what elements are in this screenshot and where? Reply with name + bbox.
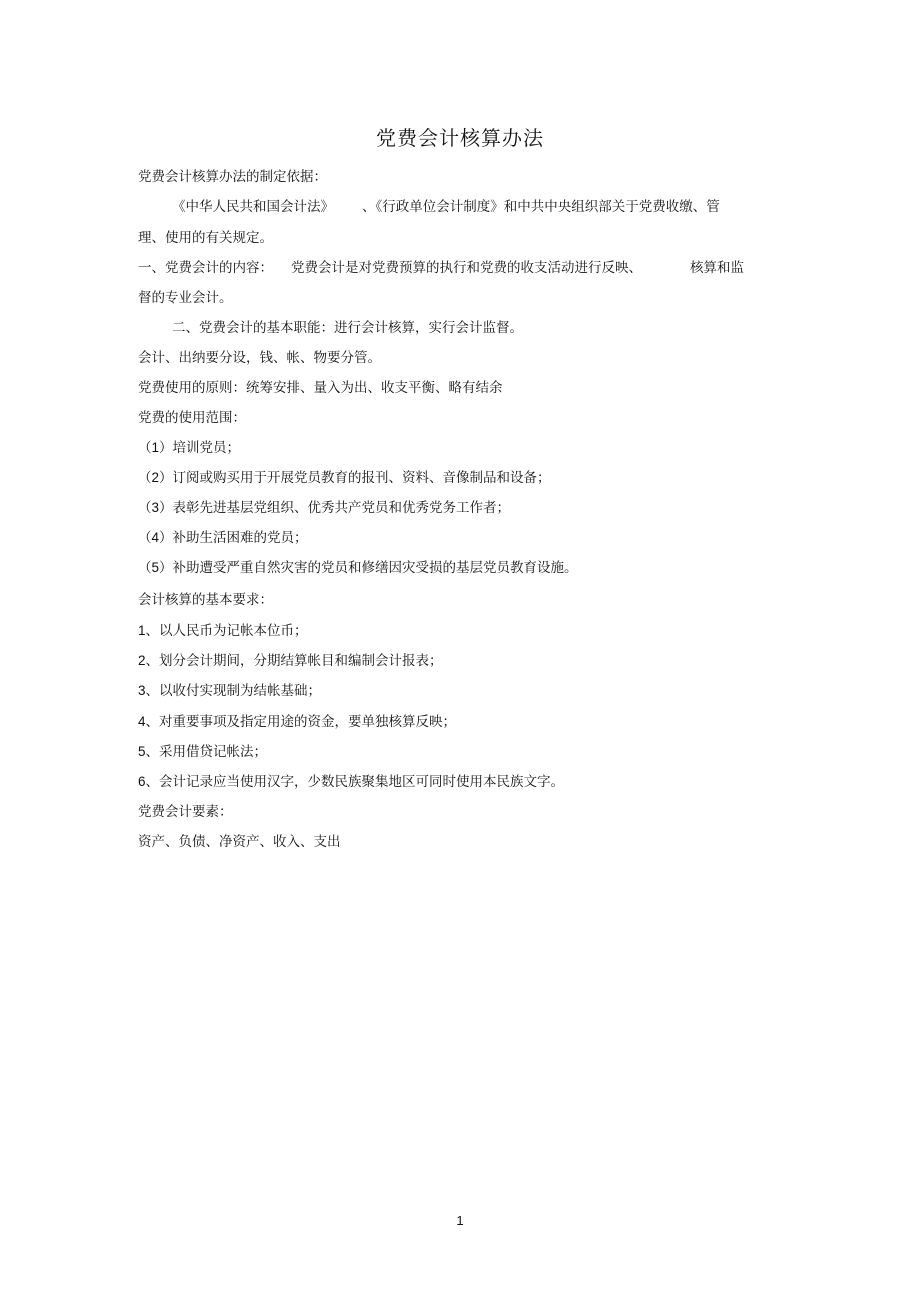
scope-item — [138, 498, 510, 518]
page-number: 1 — [456, 1213, 464, 1228]
scope-item-text: 表彰先进基层党组织、优秀共产党员和优秀党务工作者； — [172, 500, 511, 516]
basis-line-2: 理、使用的有关规定。 — [138, 230, 273, 246]
requirement-item — [138, 681, 321, 701]
requirement-text: 会计记录应当使用汉字，少数民族聚集地区可同时使用本民族文字。 — [159, 774, 565, 790]
requirement-text: 采用借贷记帐法； — [159, 744, 268, 760]
content-definition: 党费会计是对党费预算的执行和党费的收支活动进行反映、 — [291, 260, 642, 276]
basis-heading: 党费会计核算办法的制定依据： — [138, 169, 327, 185]
requirement-number: 6、 — [138, 774, 160, 789]
requirement-text: 划分会计期间，分期结算帐目和编制会计报表； — [159, 653, 443, 669]
scope-item-number: （3） — [138, 500, 173, 515]
scope-item-number: （2） — [138, 470, 173, 485]
separation-line: 会计、出纳要分设，钱、帐、物要分管。 — [138, 350, 381, 366]
content-definition-end: 核算和监 — [690, 260, 744, 276]
functions-line: 二、党费会计的基本职能：进行会计核算，实行会计监督。 — [172, 320, 523, 336]
document-title: 党费会计核算办法 — [376, 126, 544, 150]
scope-item-text: 补助遭受严重自然灾害的党员和修缮因灾受损的基层党员教育设施。 — [172, 560, 578, 576]
elements-line: 资产、负债、净资产、收入、支出 — [138, 834, 341, 850]
requirement-item — [138, 651, 443, 671]
scope-item-text: 订阅或购买用于开展党员教育的报刊、资料、音像制品和设备； — [172, 470, 551, 486]
requirement-number: 1、 — [138, 623, 160, 638]
requirements-heading: 会计核算的基本要求： — [138, 592, 273, 608]
requirement-number: 3、 — [138, 683, 160, 698]
basis-rules: 、《行政单位会计制度》和中共中央组织部关于党费收缴、管 — [362, 199, 720, 215]
content-line-1 — [138, 258, 744, 278]
scope-heading: 党费的使用范围： — [138, 410, 246, 426]
scope-item-number: （1） — [138, 440, 173, 455]
requirement-text: 对重要事项及指定用途的资金，要单独核算反映； — [159, 714, 457, 730]
requirement-item — [138, 712, 456, 732]
requirement-item — [138, 742, 267, 762]
scope-item — [138, 468, 551, 488]
requirement-number: 4、 — [138, 714, 160, 729]
scope-item — [138, 558, 578, 578]
scope-item-number: （5） — [138, 560, 173, 575]
scope-item-number: （4） — [138, 530, 173, 545]
basis-accounting-law: 《中华人民共和国会计法》 — [172, 199, 334, 215]
requirement-text: 以收付实现制为结帐基础； — [159, 683, 322, 699]
scope-item — [138, 438, 240, 458]
basis-line-1 — [172, 197, 720, 217]
requirement-number: 5、 — [138, 744, 160, 759]
requirement-text: 以人民币为记帐本位币； — [159, 623, 308, 639]
requirement-number: 2、 — [138, 653, 160, 668]
principle-line: 党费使用的原则：统筹安排、量入为出、收支平衡、略有结余 — [138, 380, 503, 396]
scope-item-text: 培训党员； — [172, 440, 241, 456]
scope-item — [138, 528, 308, 548]
requirement-item — [138, 772, 564, 792]
content-label: 一、党费会计的内容： — [138, 260, 273, 276]
elements-heading: 党费会计要素： — [138, 804, 233, 820]
content-line-2: 督的专业会计。 — [138, 290, 233, 306]
requirement-item — [138, 621, 308, 641]
scope-item-text: 补助生活困难的党员； — [172, 530, 308, 546]
